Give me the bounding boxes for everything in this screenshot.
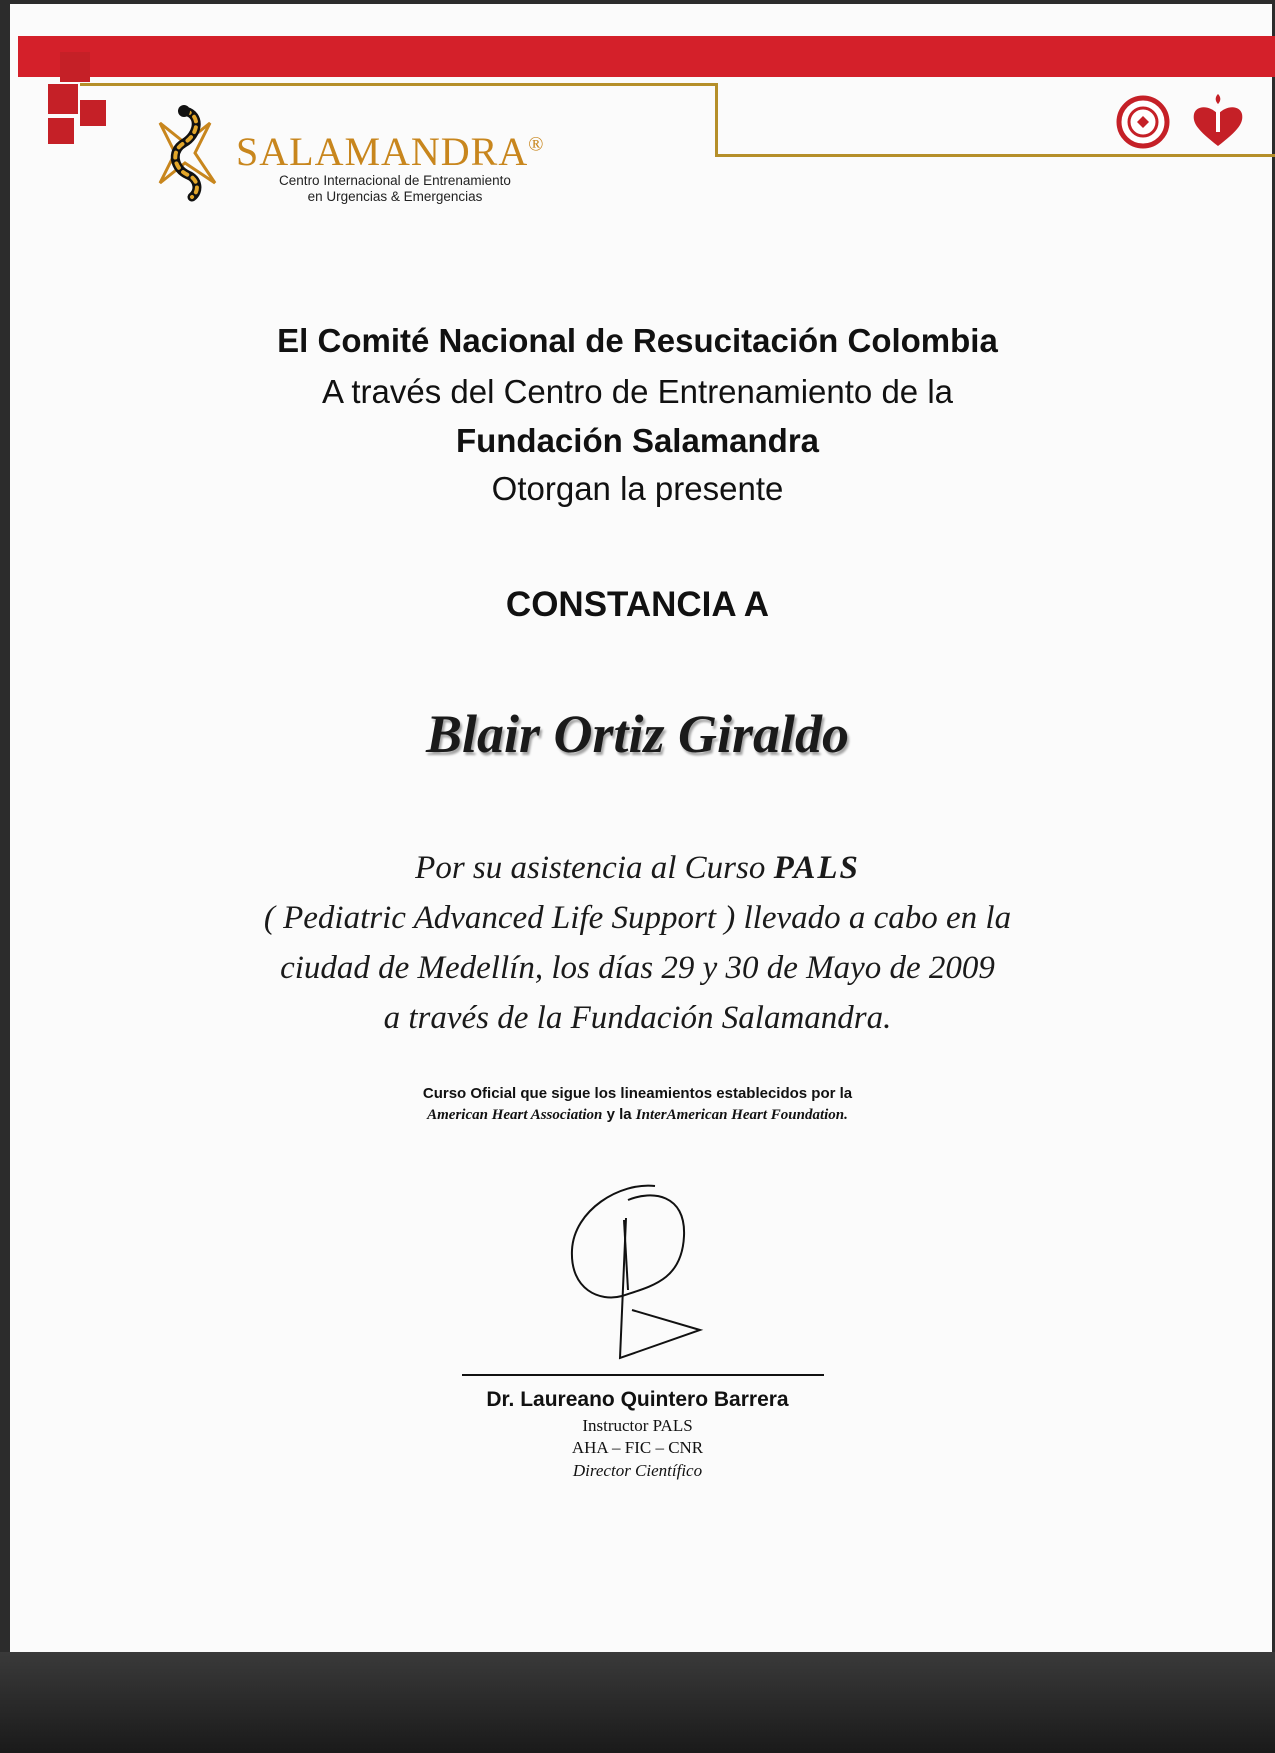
logo-title: SALAMANDRA®: [236, 129, 545, 174]
body-line-3: ciudad de Medellín, los días 29 y 30 de Mayo de 2009: [280, 950, 995, 986]
signature-line: [462, 1374, 824, 1376]
signature: [560, 1180, 720, 1370]
official-line-2: American Heart Association y la InterAmerican Heart Foundation.: [427, 1106, 848, 1123]
heading-line-1: El Comité Nacional de Resucitación Colombia: [277, 322, 998, 359]
recipient-name: Blair Ortiz Giraldo: [425, 704, 850, 764]
signer-title-3: Director Científico: [572, 1461, 703, 1480]
resuscitation-seal-icon: [1119, 98, 1167, 146]
gold-rule: [80, 83, 715, 86]
decor-square: [60, 52, 90, 82]
signer-title-1: Instructor PALS: [582, 1416, 693, 1435]
heading-line-2: A través del Centro de Entrenamiento de la: [321, 373, 954, 410]
header-red-band: [18, 36, 1275, 77]
salamandra-logo: [140, 103, 560, 203]
salamander-icon: [140, 103, 235, 203]
body-line-2: ( Pediatric Advanced Life Support ) llevado a cabo en la: [263, 900, 1012, 936]
decor-square: [48, 84, 78, 114]
scan-edge: [0, 1652, 1275, 1753]
decor-square: [48, 118, 74, 144]
constancia-title: CONSTANCIA A: [505, 585, 770, 624]
logo-subtitle: Centro Internacional de Entrenamiento en Urgencias & Emergencias: [279, 173, 511, 204]
signer-name: Dr. Laureano Quintero Barrera: [486, 1388, 789, 1411]
heading-line-4: Otorgan la presente: [491, 470, 784, 507]
body-line-1: Por su asistencia al Curso PALS: [415, 850, 860, 886]
gold-rule: [715, 154, 1275, 157]
signer-title-2: AHA – FIC – CNR: [571, 1438, 704, 1457]
course-name: PALS: [773, 850, 860, 886]
heart-torch-icon: [1194, 94, 1243, 146]
heading-line-3: Fundación Salamandra: [455, 422, 820, 459]
decor-square: [80, 100, 106, 126]
body-line-4: a través de la Fundación Salamandra.: [383, 1000, 892, 1036]
gold-rule: [715, 83, 718, 155]
association-seals: [1110, 92, 1250, 152]
official-line-1: Curso Oficial que sigue los lineamientos establecidos por la: [422, 1085, 853, 1102]
